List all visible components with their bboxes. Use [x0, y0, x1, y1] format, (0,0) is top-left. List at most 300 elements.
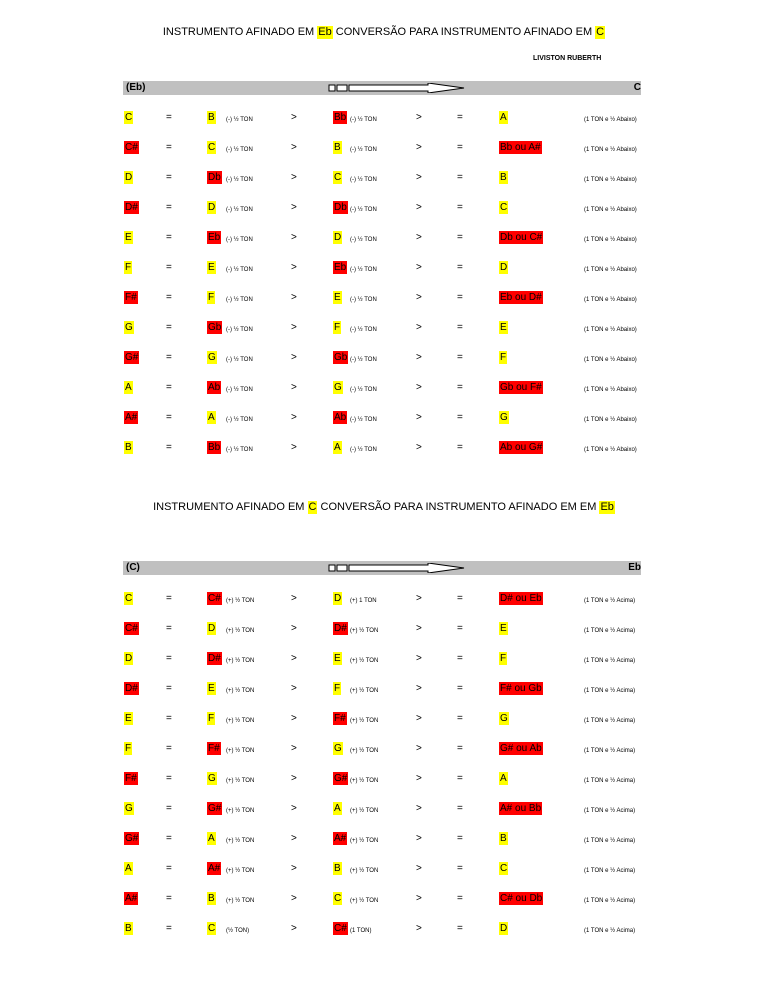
note-result: D# ou Eb — [500, 593, 542, 604]
note-result: B — [500, 172, 507, 183]
note-original: B — [125, 442, 132, 453]
note-original: B — [125, 923, 132, 934]
step1-interval: (½ TON) — [226, 928, 250, 934]
table-row — [0, 201, 768, 217]
equals-sign: = — [166, 112, 172, 123]
arrow-sign: > — [291, 833, 297, 844]
note-step2: G# — [334, 773, 348, 784]
arrow-sign: > — [291, 442, 297, 453]
note-step2: B — [334, 863, 341, 874]
step2-interval: (-) ½ TON — [350, 207, 377, 213]
section1-title-part-4: C — [596, 26, 605, 38]
step1-interval: (+) ½ TON — [226, 718, 255, 724]
note-step2: F — [334, 322, 341, 333]
note-step1: C — [208, 142, 216, 153]
step1-interval: (+) ½ TON — [226, 598, 255, 604]
step2-interval: (+) ½ TON — [350, 658, 379, 664]
step1-interval: (-) ½ TON — [226, 417, 253, 423]
note-step2: D — [334, 593, 342, 604]
total-interval: (1 TON e ½ Abaixo) — [584, 207, 637, 213]
note-step1: A — [208, 833, 215, 844]
arrow-icon — [328, 83, 468, 93]
step1-interval: (-) ½ TON — [226, 357, 253, 363]
step2-interval: (+) ½ TON — [350, 688, 379, 694]
table-row — [0, 291, 768, 307]
note-step2: Bb — [334, 112, 347, 123]
note-step1: Gb — [208, 322, 222, 333]
total-interval: (1 TON e ½ Acima) — [584, 868, 636, 874]
equals-sign: = — [166, 623, 172, 634]
total-interval: (1 TON e ½ Acima) — [584, 628, 636, 634]
table-row — [0, 922, 768, 938]
step2-interval: (-) ½ TON — [350, 387, 377, 393]
arrow-sign: > — [416, 623, 422, 634]
step1-interval: (+) ½ TON — [226, 778, 255, 784]
table-row — [0, 622, 768, 638]
note-step1: B — [208, 893, 215, 904]
note-step2: F# — [334, 713, 346, 724]
equals-sign: = — [457, 382, 463, 393]
table-row — [0, 592, 768, 608]
note-step1: Db — [208, 172, 221, 183]
equals-sign: = — [166, 442, 172, 453]
step1-interval: (+) ½ TON — [226, 658, 255, 664]
arrow-sign: > — [291, 232, 297, 243]
arrow-sign: > — [416, 653, 422, 664]
arrow-sign: > — [416, 442, 422, 453]
total-interval: (1 TON e ½ Abaixo) — [584, 147, 637, 153]
step1-interval: (-) ½ TON — [226, 267, 253, 273]
note-original: A# — [125, 412, 138, 423]
note-original: G# — [125, 833, 139, 844]
note-step1: D — [208, 202, 216, 213]
note-step2: F — [334, 683, 341, 694]
note-result: Ab ou G# — [500, 442, 543, 453]
equals-sign: = — [166, 653, 172, 664]
equals-sign: = — [457, 713, 463, 724]
table-row — [0, 381, 768, 397]
total-interval: (1 TON e ½ Abaixo) — [584, 237, 637, 243]
equals-sign: = — [457, 833, 463, 844]
arrow-sign: > — [291, 773, 297, 784]
step1-interval: (-) ½ TON — [226, 297, 253, 303]
note-step1: C# — [208, 593, 221, 604]
table-row — [0, 802, 768, 818]
section2-title-part-4: Eb — [600, 501, 614, 513]
arrow-sign: > — [416, 112, 422, 123]
arrow-sign: > — [416, 593, 422, 604]
step2-interval: (-) ½ TON — [350, 147, 377, 153]
table-row — [0, 862, 768, 878]
note-original: F — [125, 262, 132, 273]
author-name: LIVISTON RUBERTH — [533, 55, 602, 62]
table-row — [0, 141, 768, 157]
section1-bar-left-label: (Eb) — [126, 82, 146, 93]
step2-interval: (-) ½ TON — [350, 267, 377, 273]
total-interval: (1 TON e ½ Acima) — [584, 748, 636, 754]
arrow-sign: > — [416, 743, 422, 754]
total-interval: (1 TON e ½ Abaixo) — [584, 117, 637, 123]
section2-header-bar — [123, 561, 641, 575]
total-interval: (1 TON e ½ Acima) — [584, 688, 636, 694]
equals-sign: = — [166, 593, 172, 604]
note-step1: D — [208, 623, 216, 634]
note-result: C — [500, 202, 508, 213]
equals-sign: = — [457, 923, 463, 934]
note-original: D — [125, 172, 133, 183]
equals-sign: = — [457, 803, 463, 814]
arrow-sign: > — [291, 262, 297, 273]
step1-interval: (-) ½ TON — [226, 447, 253, 453]
total-interval: (1 TON e ½ Abaixo) — [584, 267, 637, 273]
section1-title — [0, 26, 768, 39]
step2-interval: (+) ½ TON — [350, 838, 379, 844]
total-interval: (1 TON e ½ Abaixo) — [584, 357, 637, 363]
note-step1: F — [208, 292, 215, 303]
arrow-sign: > — [291, 352, 297, 363]
equals-sign: = — [457, 773, 463, 784]
note-result: D — [500, 923, 508, 934]
arrow-sign: > — [291, 923, 297, 934]
table-row — [0, 171, 768, 187]
note-result: A — [500, 112, 507, 123]
note-original: C — [125, 112, 133, 123]
note-step2: C — [334, 893, 342, 904]
note-step1: Ab — [208, 382, 221, 393]
arrow-sign: > — [416, 202, 422, 213]
table-row — [0, 411, 768, 427]
equals-sign: = — [166, 352, 172, 363]
note-step1: G — [208, 773, 216, 784]
note-result: F — [500, 653, 507, 664]
arrow-sign: > — [291, 713, 297, 724]
table-row — [0, 321, 768, 337]
note-result: G — [500, 412, 508, 423]
step1-interval: (+) ½ TON — [226, 688, 255, 694]
table-row — [0, 772, 768, 788]
step2-interval: (-) ½ TON — [350, 357, 377, 363]
table-row — [0, 892, 768, 908]
section2-bar-right-label: Eb — [628, 562, 641, 573]
equals-sign: = — [457, 893, 463, 904]
note-step2: G — [334, 743, 342, 754]
note-result: Gb ou F# — [500, 382, 542, 393]
arrow-sign: > — [291, 112, 297, 123]
note-step1: D# — [208, 653, 221, 664]
note-step2: Eb — [334, 262, 347, 273]
section2-title — [0, 501, 768, 514]
note-step1: G# — [208, 803, 222, 814]
equals-sign: = — [166, 683, 172, 694]
equals-sign: = — [166, 232, 172, 243]
note-result: E — [500, 322, 507, 333]
step1-interval: (+) ½ TON — [226, 748, 255, 754]
arrow-sign: > — [291, 743, 297, 754]
total-interval: (1 TON e ½ Abaixo) — [584, 297, 637, 303]
note-result: Db ou C# — [500, 232, 543, 243]
note-step2: E — [334, 292, 341, 303]
equals-sign: = — [457, 683, 463, 694]
step1-interval: (-) ½ TON — [226, 177, 253, 183]
step2-interval: (-) ½ TON — [350, 297, 377, 303]
note-result: E — [500, 623, 507, 634]
section1-title-part-3: CONVERSÃO PARA INSTRUMENTO AFINADO EM — [332, 26, 596, 38]
note-step2: A# — [334, 833, 347, 844]
note-original: E — [125, 232, 132, 243]
table-row — [0, 652, 768, 668]
section1-title-part-2: Eb — [318, 26, 332, 38]
equals-sign: = — [457, 653, 463, 664]
note-step2: D — [334, 232, 342, 243]
note-original: C — [125, 593, 133, 604]
equals-sign: = — [457, 593, 463, 604]
total-interval: (1 TON e ½ Abaixo) — [584, 387, 637, 393]
step2-interval: (-) ½ TON — [350, 327, 377, 333]
step2-interval: (+) ½ TON — [350, 778, 379, 784]
equals-sign: = — [166, 713, 172, 724]
total-interval: (1 TON e ½ Acima) — [584, 718, 636, 724]
step1-interval: (-) ½ TON — [226, 327, 253, 333]
arrow-sign: > — [291, 653, 297, 664]
note-step1: Bb — [208, 442, 221, 453]
equals-sign: = — [457, 863, 463, 874]
equals-sign: = — [457, 172, 463, 183]
note-result: G# ou Ab — [500, 743, 542, 754]
note-result: Eb ou D# — [500, 292, 542, 303]
arrow-sign: > — [416, 803, 422, 814]
step2-interval: (-) ½ TON — [350, 447, 377, 453]
arrow-sign: > — [416, 382, 422, 393]
arrow-sign: > — [416, 923, 422, 934]
note-original: D# — [125, 202, 138, 213]
step1-interval: (+) ½ TON — [226, 898, 255, 904]
note-original: F# — [125, 292, 137, 303]
equals-sign: = — [457, 112, 463, 123]
note-step2: D# — [334, 623, 347, 634]
note-original: A# — [125, 893, 138, 904]
arrow-sign: > — [291, 202, 297, 213]
step1-interval: (-) ½ TON — [226, 147, 253, 153]
table-row — [0, 832, 768, 848]
equals-sign: = — [166, 833, 172, 844]
step1-interval: (-) ½ TON — [226, 237, 253, 243]
arrow-sign: > — [416, 352, 422, 363]
arrow-sign: > — [416, 142, 422, 153]
arrow-sign: > — [416, 292, 422, 303]
arrow-sign: > — [416, 412, 422, 423]
equals-sign: = — [166, 142, 172, 153]
arrow-sign: > — [291, 292, 297, 303]
arrow-sign: > — [291, 803, 297, 814]
equals-sign: = — [166, 773, 172, 784]
note-original: C# — [125, 623, 138, 634]
note-step2: A — [334, 442, 341, 453]
step2-interval: (+) ½ TON — [350, 748, 379, 754]
equals-sign: = — [457, 743, 463, 754]
step2-interval: (+) ½ TON — [350, 718, 379, 724]
arrow-sign: > — [416, 262, 422, 273]
equals-sign: = — [457, 412, 463, 423]
arrow-sign: > — [291, 382, 297, 393]
equals-sign: = — [457, 142, 463, 153]
total-interval: (1 TON e ½ Abaixo) — [584, 447, 637, 453]
arrow-sign: > — [291, 322, 297, 333]
equals-sign: = — [457, 202, 463, 213]
step2-interval: (-) ½ TON — [350, 237, 377, 243]
equals-sign: = — [166, 863, 172, 874]
table-row — [0, 261, 768, 277]
step2-interval: (-) ½ TON — [350, 177, 377, 183]
arrow-sign: > — [416, 833, 422, 844]
note-result: C — [500, 863, 508, 874]
total-interval: (1 TON e ½ Acima) — [584, 598, 636, 604]
arrow-sign: > — [291, 142, 297, 153]
arrow-sign: > — [416, 863, 422, 874]
note-original: F# — [125, 773, 137, 784]
section2-title-part-2: C — [308, 501, 317, 513]
note-step1: C — [208, 923, 216, 934]
total-interval: (1 TON e ½ Acima) — [584, 838, 636, 844]
equals-sign: = — [166, 893, 172, 904]
step1-interval: (-) ½ TON — [226, 207, 253, 213]
note-step1: E — [208, 262, 215, 273]
note-step2: C# — [334, 923, 347, 934]
step1-interval: (+) ½ TON — [226, 808, 255, 814]
step1-interval: (-) ½ TON — [226, 387, 253, 393]
arrow-sign: > — [291, 172, 297, 183]
arrow-sign: > — [416, 322, 422, 333]
step1-interval: (+) ½ TON — [226, 628, 255, 634]
note-result: Bb ou A# — [500, 142, 541, 153]
equals-sign: = — [166, 803, 172, 814]
step2-interval: (+) ½ TON — [350, 868, 379, 874]
note-original: D — [125, 653, 133, 664]
equals-sign: = — [457, 442, 463, 453]
equals-sign: = — [166, 172, 172, 183]
arrow-sign: > — [291, 893, 297, 904]
note-step1: B — [208, 112, 215, 123]
note-step2: Db — [334, 202, 347, 213]
total-interval: (1 TON e ½ Acima) — [584, 898, 636, 904]
section2-bar-left-label: (C) — [126, 562, 140, 573]
arrow-sign: > — [416, 232, 422, 243]
arrow-sign: > — [291, 593, 297, 604]
table-row — [0, 351, 768, 367]
arrow-sign: > — [291, 623, 297, 634]
arrow-sign: > — [416, 713, 422, 724]
step1-interval: (-) ½ TON — [226, 117, 253, 123]
step2-interval: (-) ½ TON — [350, 117, 377, 123]
note-result: C# ou Db — [500, 893, 543, 904]
note-original: F — [125, 743, 132, 754]
equals-sign: = — [457, 292, 463, 303]
note-step2: A — [334, 803, 341, 814]
step2-interval: (+) 1 TON — [350, 598, 377, 604]
note-step1: F — [208, 713, 215, 724]
arrow-sign: > — [291, 683, 297, 694]
arrow-sign: > — [291, 412, 297, 423]
note-step2: Ab — [334, 412, 347, 423]
note-step1: A# — [208, 863, 221, 874]
section1-header-bar — [123, 81, 641, 95]
note-original: A — [125, 863, 132, 874]
table-row — [0, 682, 768, 698]
note-result: F# ou Gb — [500, 683, 542, 694]
step2-interval: (+) ½ TON — [350, 808, 379, 814]
arrow-sign: > — [416, 893, 422, 904]
note-result: D — [500, 262, 508, 273]
table-row — [0, 742, 768, 758]
step2-interval: (1 TON) — [350, 928, 372, 934]
table-row — [0, 712, 768, 728]
note-original: C# — [125, 142, 138, 153]
total-interval: (1 TON e ½ Acima) — [584, 778, 636, 784]
note-step1: F# — [208, 743, 220, 754]
total-interval: (1 TON e ½ Abaixo) — [584, 177, 637, 183]
note-step2: G — [334, 382, 342, 393]
note-step2: Gb — [334, 352, 348, 363]
equals-sign: = — [457, 262, 463, 273]
arrow-sign: > — [291, 863, 297, 874]
section2-title-part-1: INSTRUMENTO AFINADO EM — [153, 501, 308, 513]
table-row — [0, 231, 768, 247]
arrow-sign: > — [416, 773, 422, 784]
step1-interval: (+) ½ TON — [226, 838, 255, 844]
equals-sign: = — [166, 292, 172, 303]
total-interval: (1 TON e ½ Acima) — [584, 658, 636, 664]
note-original: E — [125, 713, 132, 724]
arrow-sign: > — [416, 172, 422, 183]
note-step2: C — [334, 172, 342, 183]
note-original: G — [125, 322, 133, 333]
total-interval: (1 TON e ½ Acima) — [584, 808, 636, 814]
total-interval: (1 TON e ½ Acima) — [584, 928, 636, 934]
equals-sign: = — [457, 352, 463, 363]
note-result: B — [500, 833, 507, 844]
step2-interval: (+) ½ TON — [350, 898, 379, 904]
note-original: G# — [125, 352, 139, 363]
step1-interval: (+) ½ TON — [226, 868, 255, 874]
table-row — [0, 441, 768, 457]
equals-sign: = — [166, 382, 172, 393]
section1-bar-right-label: C — [633, 82, 641, 93]
step2-interval: (+) ½ TON — [350, 628, 379, 634]
total-interval: (1 TON e ½ Abaixo) — [584, 417, 637, 423]
note-result: F — [500, 352, 507, 363]
equals-sign: = — [457, 322, 463, 333]
note-step1: Eb — [208, 232, 221, 243]
arrow-icon — [328, 563, 468, 573]
table-row — [0, 111, 768, 127]
note-result: G — [500, 713, 508, 724]
equals-sign: = — [166, 412, 172, 423]
step2-interval: (-) ½ TON — [350, 417, 377, 423]
equals-sign: = — [166, 923, 172, 934]
arrow-sign: > — [416, 683, 422, 694]
note-step1: E — [208, 683, 215, 694]
equals-sign: = — [166, 322, 172, 333]
section2-title-part-3: CONVERSÃO PARA INSTRUMENTO AFINADO EM EM — [317, 501, 600, 513]
note-result: A — [500, 773, 507, 784]
equals-sign: = — [166, 743, 172, 754]
note-original: G — [125, 803, 133, 814]
section1-title-part-1: INSTRUMENTO AFINADO EM — [162, 26, 318, 38]
note-original: D# — [125, 683, 138, 694]
note-step2: E — [334, 653, 341, 664]
equals-sign: = — [166, 262, 172, 273]
note-step1: G — [208, 352, 216, 363]
equals-sign: = — [457, 232, 463, 243]
